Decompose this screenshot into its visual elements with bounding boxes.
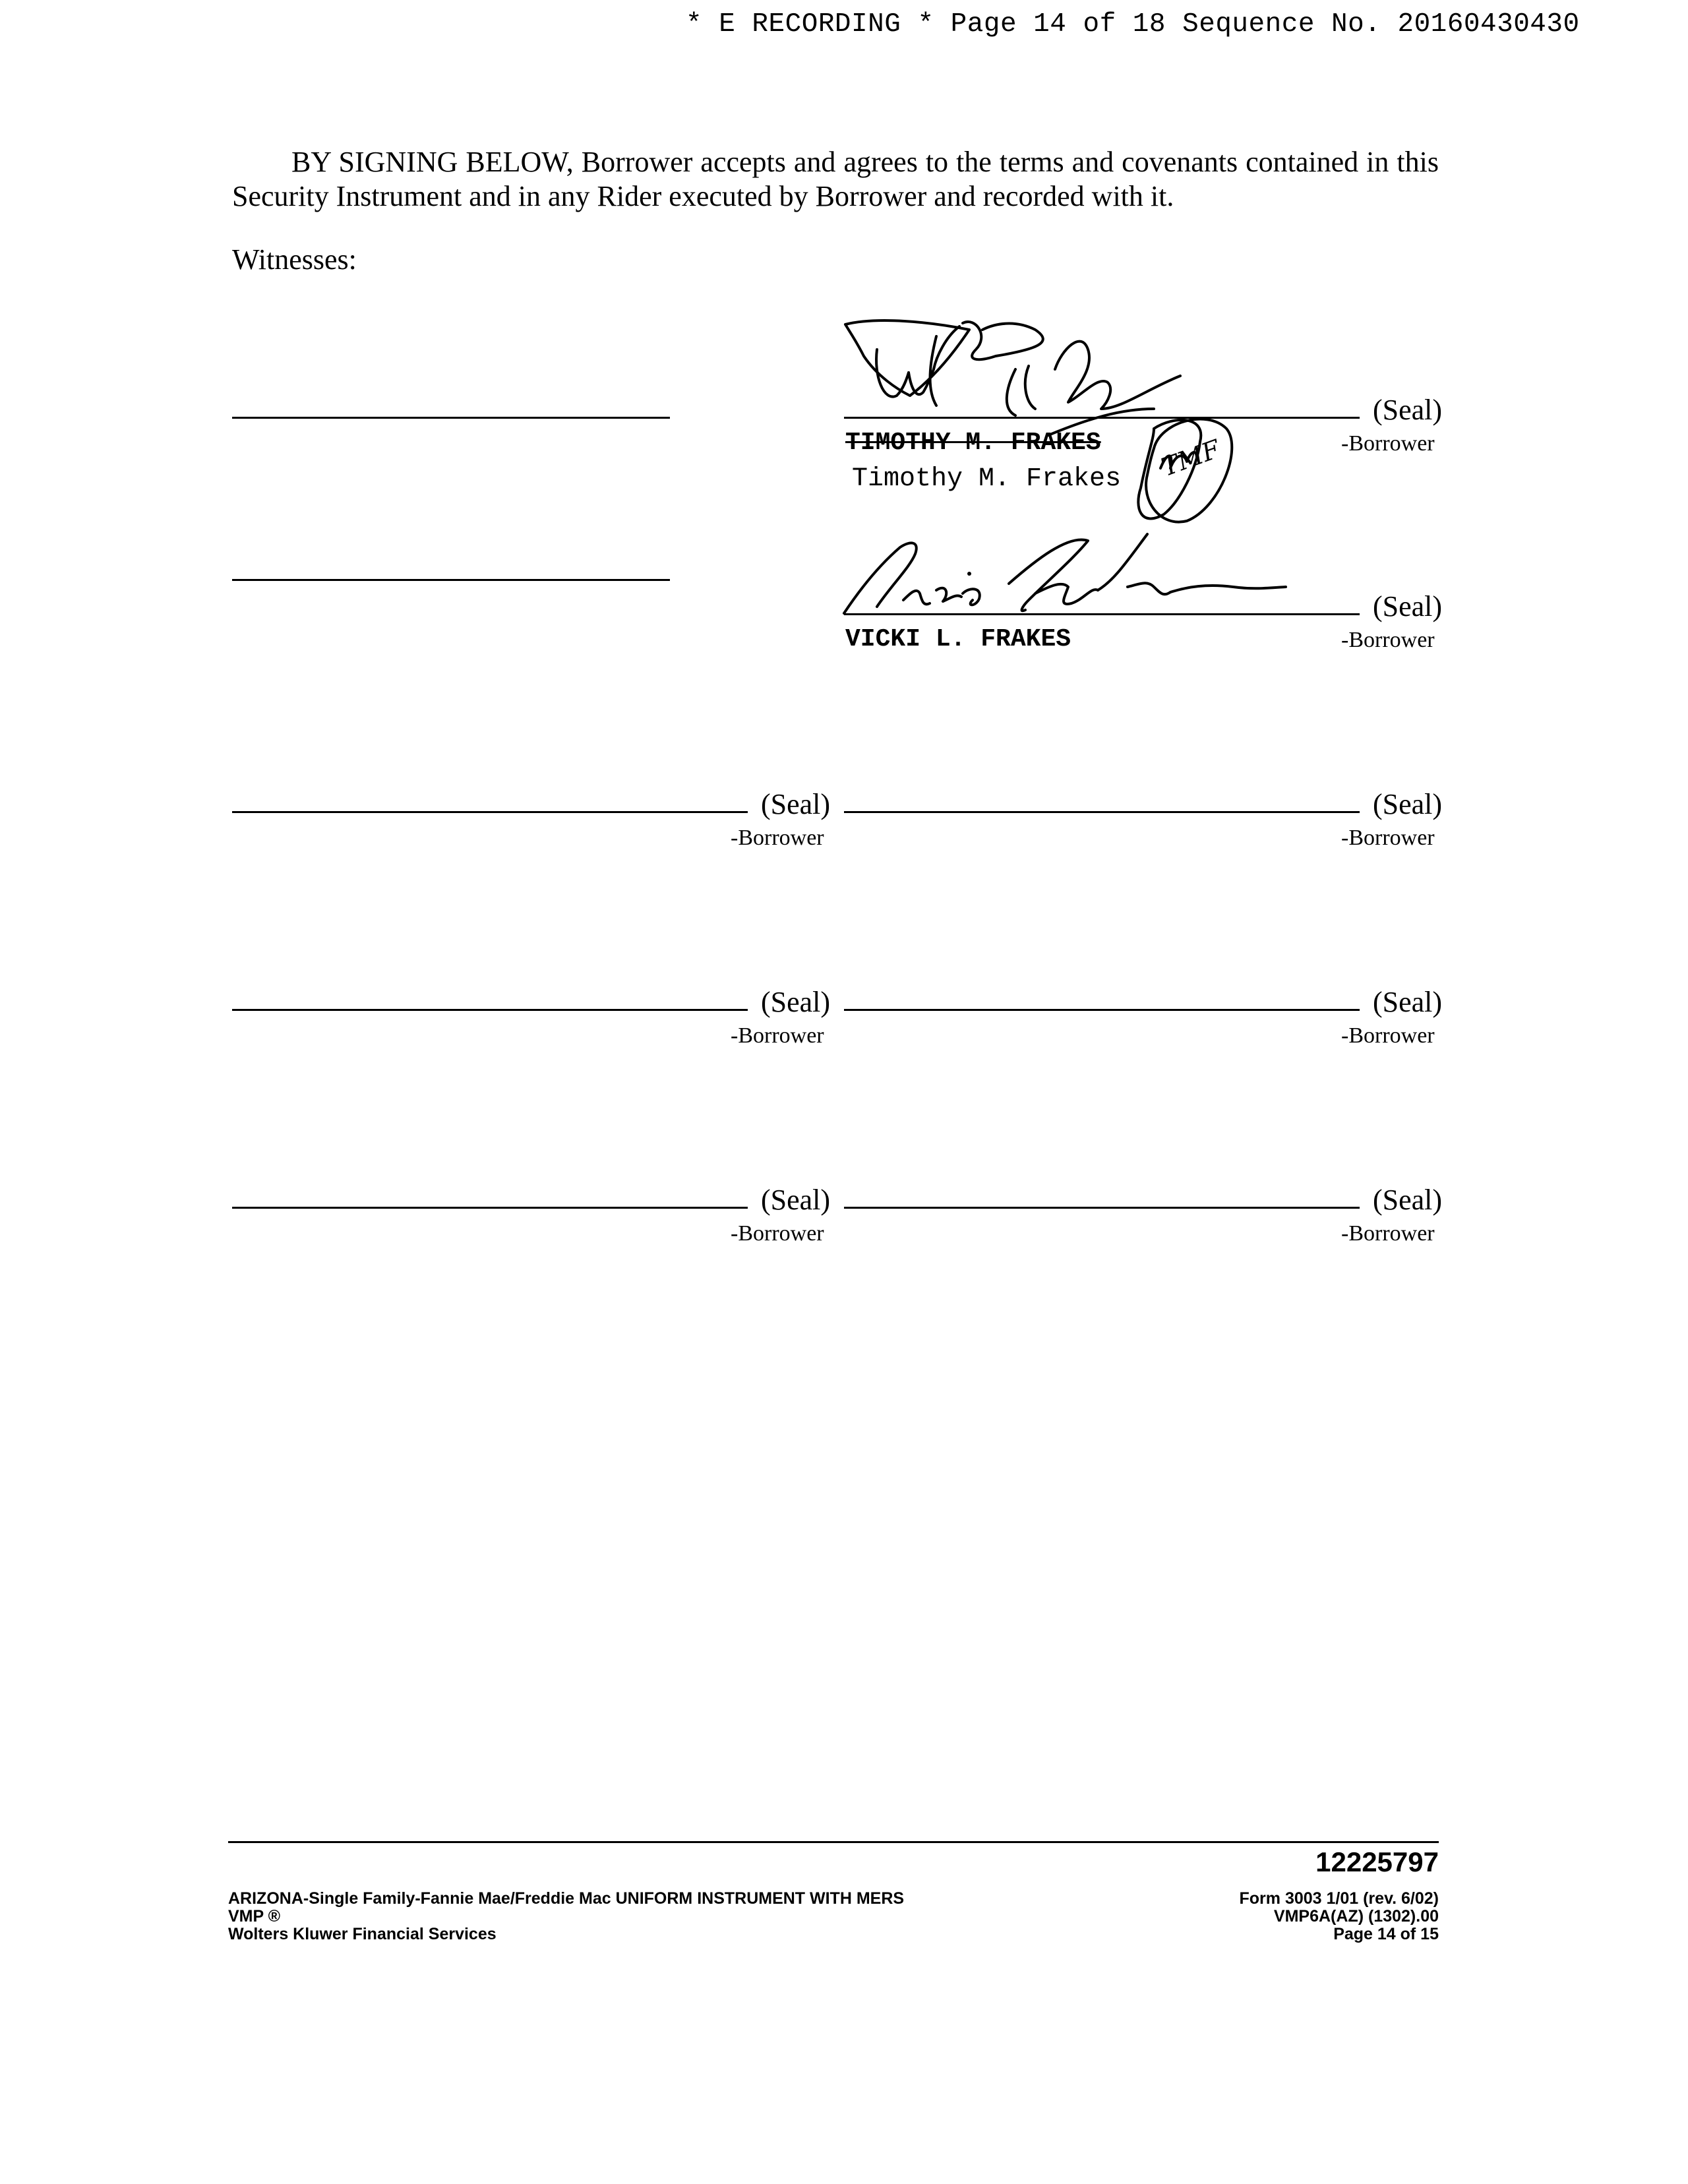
borrower-1-seal-label: (Seal) — [1373, 394, 1443, 426]
footer-publisher: Wolters Kluwer Financial Services — [228, 1925, 497, 1943]
borrower-4-signature-line[interactable] — [844, 811, 1360, 813]
footer-form-title: ARIZONA-Single Family-Fannie Mae/Freddie Mac UNIFORM INSTRUMENT WITH MERS — [228, 1889, 905, 1908]
borrower-5-role-label: -Borrower — [731, 1023, 824, 1048]
borrower-3-role-label: -Borrower — [731, 826, 824, 850]
borrower-1-name-correction: Timothy M. Frakes — [852, 464, 1122, 494]
footer-vmp-code: VMP6A(AZ) (1302).00 — [1273, 1907, 1439, 1926]
borrower-7-seal-label: (Seal) — [761, 1184, 831, 1216]
loan-number: 12225797 — [1315, 1846, 1439, 1877]
footer-vmp-mark: VMP ® — [228, 1907, 281, 1926]
borrower-3-seal-label: (Seal) — [761, 788, 831, 820]
borrower-4-seal-label: (Seal) — [1373, 788, 1443, 820]
borrower-2-typed-name: VICKI L. FRAKES — [845, 625, 1071, 653]
borrower-8-signature-line[interactable] — [844, 1207, 1360, 1209]
borrower-8-role-label: -Borrower — [1341, 1221, 1435, 1246]
borrower-4-role-label: -Borrower — [1341, 826, 1435, 850]
footer-form-codes — [1240, 1890, 1439, 1943]
footer-page-number: Page 14 of 15 — [1333, 1925, 1439, 1943]
borrower-1-role-label: -Borrower — [1341, 431, 1435, 456]
borrower-2-signature — [837, 521, 1299, 626]
borrower-1-signature — [837, 310, 1312, 534]
intro-paragraph — [232, 145, 1439, 214]
footer-form-number: Form 3003 1/01 (rev. 6/02) — [1239, 1889, 1439, 1908]
borrower-2-seal-label: (Seal) — [1373, 590, 1443, 622]
borrower-8-seal-label: (Seal) — [1373, 1184, 1443, 1216]
borrower-5-seal-label: (Seal) — [761, 986, 831, 1018]
borrower-5-signature-line[interactable] — [232, 1009, 748, 1011]
borrower-6-seal-label: (Seal) — [1373, 986, 1443, 1018]
borrower-2-role-label: -Borrower — [1341, 628, 1435, 652]
borrower-6-role-label: -Borrower — [1341, 1023, 1435, 1048]
borrower-3-signature-line[interactable] — [232, 811, 748, 813]
borrower-1-initials-mark — [1134, 409, 1240, 528]
borrower-1-typed-name: TIMOTHY M. FRAKES — [845, 429, 1101, 457]
borrower-7-role-label: -Borrower — [731, 1221, 824, 1246]
recording-header: * E RECORDING * Page 14 of 18 Sequence No. 20160430430 — [686, 9, 1580, 40]
intro-text: BY SIGNING BELOW, Borrower accepts and agrees to the terms and covenants contained in this Security Instrument and in any Rider executed by Borrower and recorded with it. — [232, 146, 1439, 212]
footer-form-info — [228, 1890, 904, 1943]
initials-text: TMF — [1157, 434, 1224, 482]
footer-rule — [228, 1841, 1439, 1843]
witness-line-1[interactable] — [232, 417, 670, 419]
witness-line-2[interactable] — [232, 579, 670, 581]
borrower-7-signature-line[interactable] — [232, 1207, 748, 1209]
witnesses-label: Witnesses: — [232, 243, 357, 276]
borrower-6-signature-line[interactable] — [844, 1009, 1360, 1011]
